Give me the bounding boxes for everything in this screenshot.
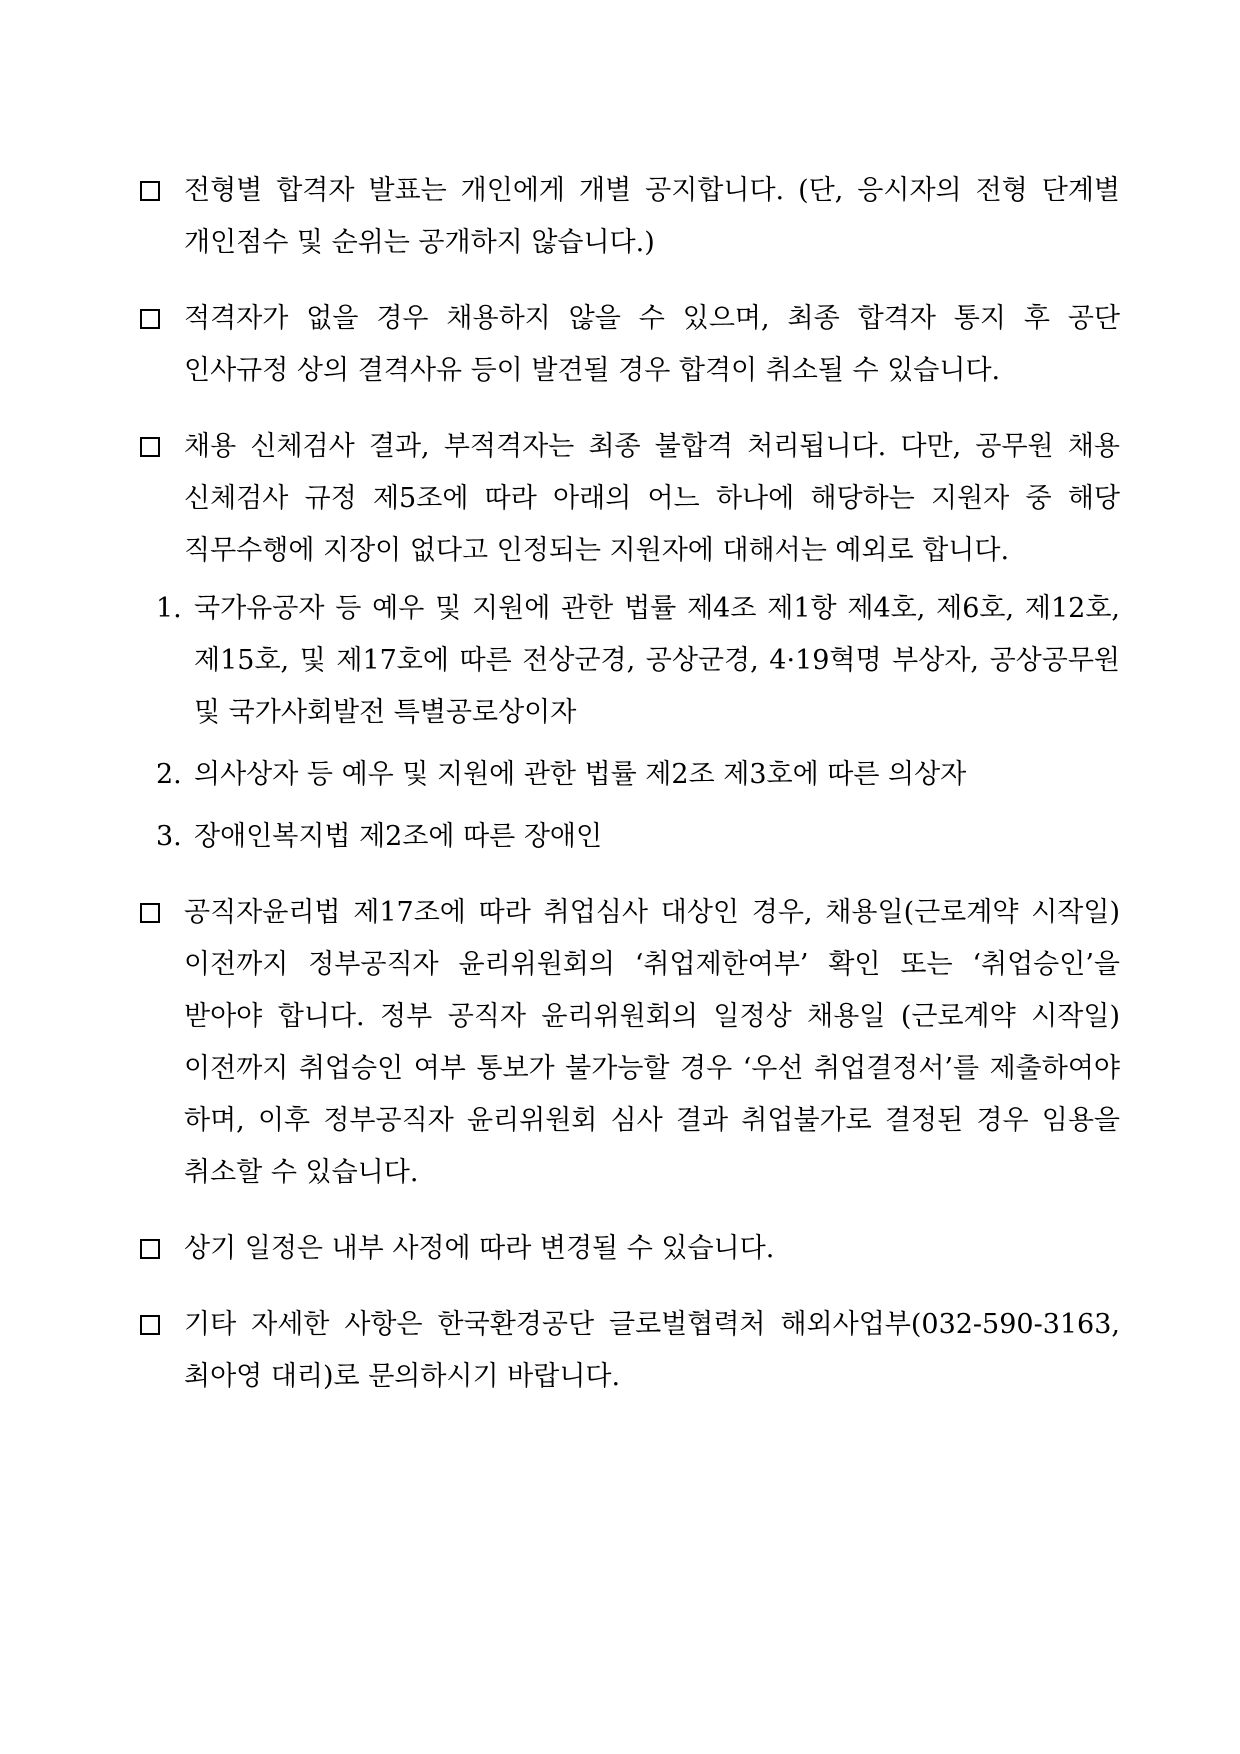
document-page — [140, 165, 1120, 1427]
notice-item-announcement — [140, 165, 1120, 269]
notice-item-disqualification — [140, 293, 1120, 397]
exception-list-item — [156, 811, 1120, 863]
notice-text: 공직자윤리법 제17조에 따라 취업심사 대상인 경우, 채용일(근로계약 시작일) 이전까지 정부공직자 윤리위원회의 ‘취업제한여부’ 확인 또는 ‘취업승인’을 받아야 합니다. 정부 공직자 윤리위원회의 일정상 채용일 (근로계약 시작일) 이전까지 취업승인 여부 통보가 불가능할 경우 ‘우선 취업결정서’를 제출하여야 하며, 이후 정부공직자 윤리위원회 심사 결과 취업불가로 결정된 경우 임용을 취소할 수 있습니다. — [184, 897, 1120, 1188]
list-number: 2. — [156, 759, 182, 790]
list-item-text: 의사상자 등 예우 및 지원에 관한 법률 제2조 제3호에 따른 의상자 — [194, 759, 967, 790]
notice-text: 기타 자세한 사항은 한국환경공단 글로벌협력처 해외사업부(032-590-3163, 최아영 대리)로 문의하시기 바랍니다. — [184, 1309, 1120, 1392]
list-item-text: 장애인복지법 제2조에 따른 장애인 — [194, 821, 603, 852]
notice-item-schedule-change — [140, 1223, 1120, 1275]
exception-list-item — [156, 749, 1120, 801]
notice-text: 상기 일정은 내부 사정에 따라 변경될 수 있습니다. — [184, 1233, 775, 1264]
checkbox-bullet-icon — [140, 309, 160, 329]
list-number: 1. — [156, 593, 182, 624]
notice-item-contact — [140, 1299, 1120, 1403]
checkbox-bullet-icon — [140, 1315, 160, 1335]
checkbox-bullet-icon — [140, 181, 160, 201]
checkbox-bullet-icon — [140, 437, 160, 457]
notice-text: 채용 신체검사 결과, 부적격자는 최종 불합격 처리됩니다. 다만, 공무원 채용 신체검사 규정 제5조에 따라 아래의 어느 하나에 해당하는 지원자 중 해당 직무수행에 지장이 없다고 인정되는 지원자에 대해서는 예외로 합니다. — [184, 431, 1120, 566]
notice-item-physical-exam — [140, 421, 1120, 577]
list-item-text: 국가유공자 등 예우 및 지원에 관한 법률 제4조 제1항 제4호, 제6호, 제12호,제15호, 및 제17호에 따른 전상군경, 공상군경, 4·19혁명 부상자, 공상공무원 및 국가사회발전 특별공로상이자 — [194, 593, 1120, 728]
notice-text: 전형별 합격자 발표는 개인에게 개별 공지합니다. (단, 응시자의 전형 단계별 개인점수 및 순위는 공개하지 않습니다.) — [184, 175, 1120, 258]
notice-text: 적격자가 없을 경우 채용하지 않을 수 있으며, 최종 합격자 통지 후 공단 인사규정 상의 결격사유 등이 발견될 경우 합격이 취소될 수 있습니다. — [184, 303, 1120, 386]
checkbox-bullet-icon — [140, 903, 160, 923]
exception-list-item — [156, 583, 1120, 739]
checkbox-bullet-icon — [140, 1239, 160, 1259]
exception-list — [140, 583, 1120, 863]
notice-item-ethics-review — [140, 887, 1120, 1199]
list-number: 3. — [156, 821, 182, 852]
